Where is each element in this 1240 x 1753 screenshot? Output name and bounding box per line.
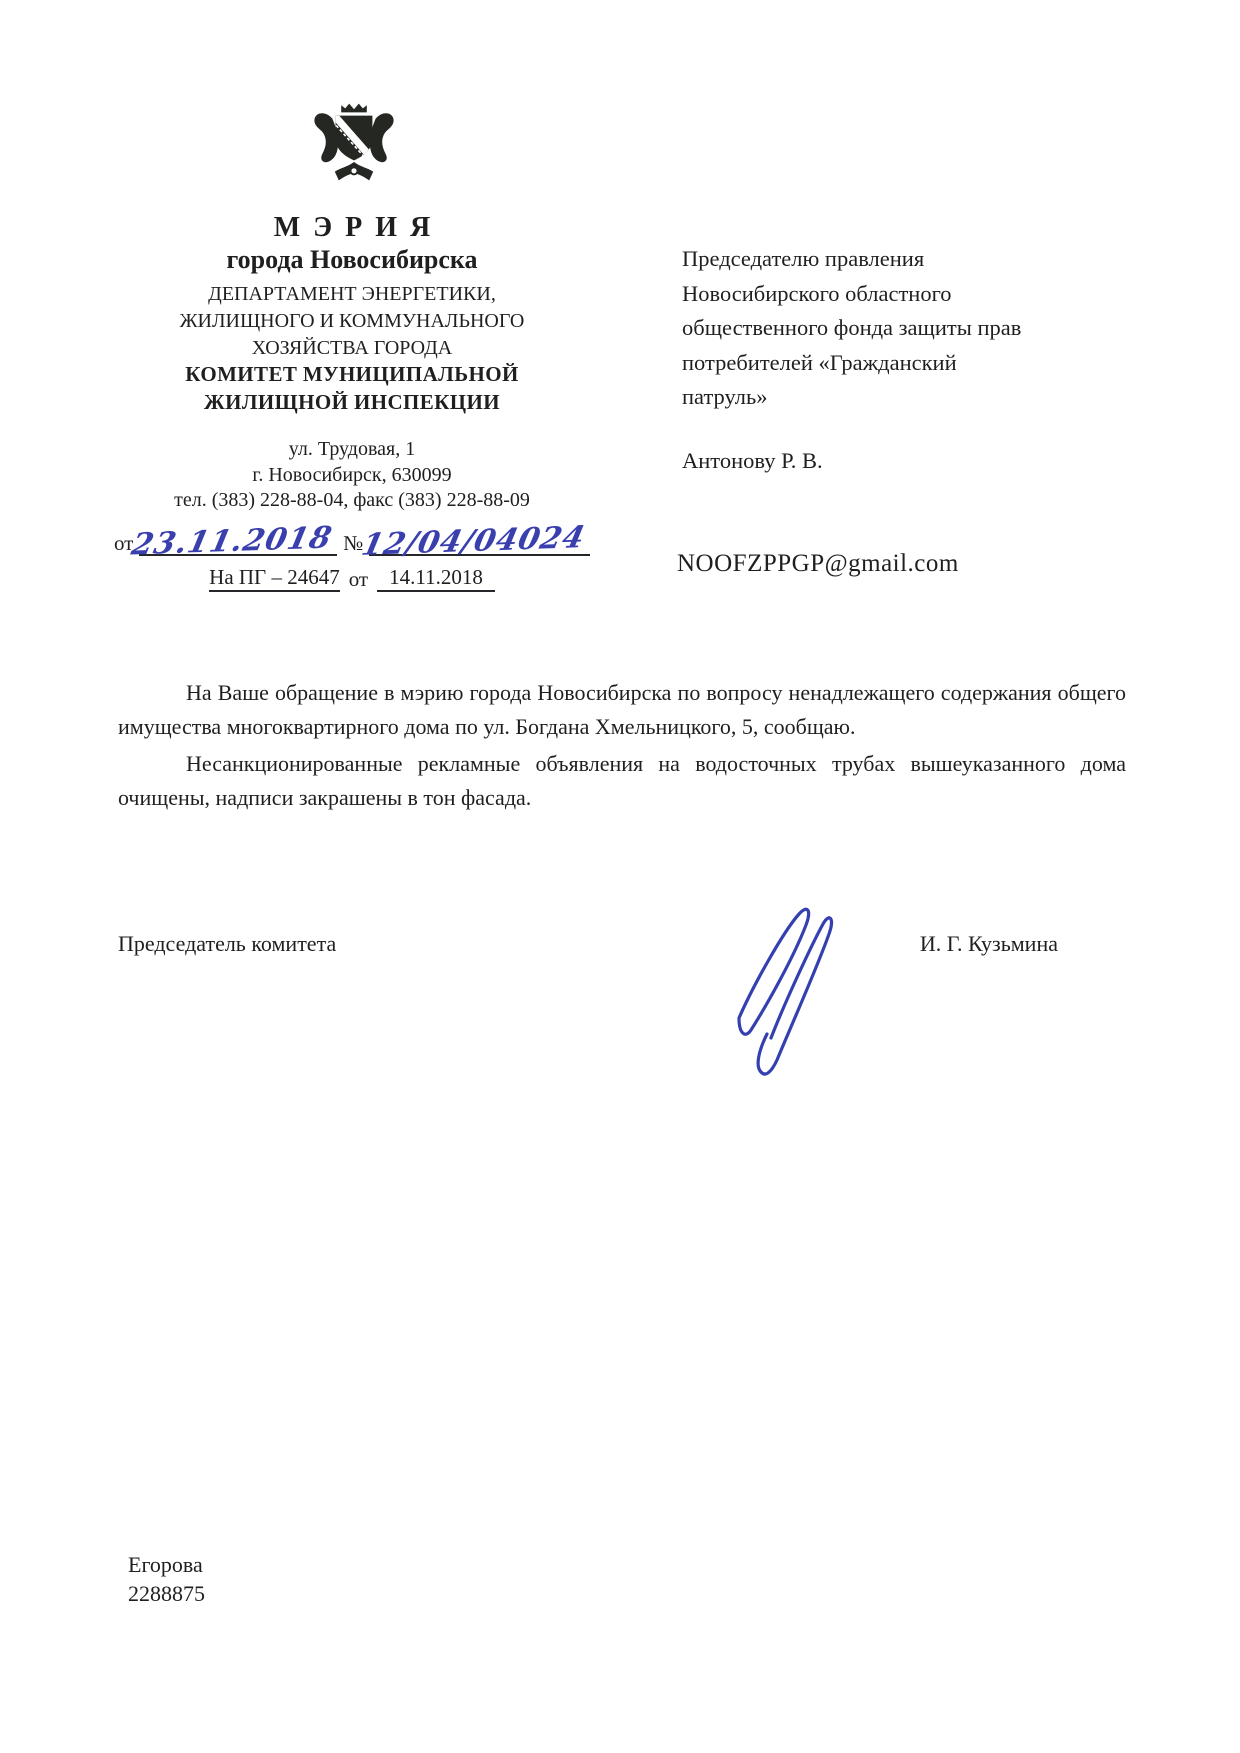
addressee-block [682, 242, 1052, 415]
department-line: ДЕПАРТАМЕНТ ЭНЕРГЕТИКИ, [208, 283, 496, 305]
org-subtitle: города Новосибирска [226, 245, 478, 274]
addressee-line: Председателю правления [682, 246, 925, 271]
number-label: № [343, 531, 364, 555]
committee-name-block [102, 360, 602, 416]
department-line: ХОЗЯЙСТВА ГОРОДА [251, 337, 453, 359]
handwritten-number: 12/04/04024 [358, 520, 589, 563]
committee-line: КОМИТЕТ МУНИЦИПАЛЬНОЙ [185, 362, 519, 386]
signer-name: И. Г. Кузьмина [919, 931, 1058, 956]
department-name-block [102, 281, 602, 362]
incoming-ref-number: На ПГ – 24647 [209, 565, 340, 592]
number-underline [358, 519, 590, 563]
addressee-email: NOOFZPPGP@gmail.com [677, 550, 959, 577]
committee-line: ЖИЛИЩНОЙ ИНСПЕКЦИИ [203, 390, 500, 414]
department-line: ЖИЛИЩНОГО И КОММУНАЛЬНОГО [179, 310, 525, 332]
from-label: от [113, 531, 134, 555]
contact-address-block [102, 437, 602, 514]
incoming-ref-from-label: от [348, 567, 369, 591]
novosibirsk-coat-of-arms-icon [306, 99, 402, 193]
body-paragraph: На Ваше обращение в мэрию города Новосибирска по вопросу ненадлежащего содержания общего имущества многоквартирного дома по ул. Богдана Хмельницкого, 5, сообщаю. [118, 680, 1126, 739]
incoming-reference-row [102, 565, 602, 592]
handwritten-signature-icon [725, 898, 845, 1080]
executor-phone: 2288875 [128, 1581, 205, 1606]
address-line: г. Новосибирск, 630099 [252, 463, 452, 486]
addressee-line: патруль» [682, 384, 768, 409]
signoff-position-title: Председатель комитета [118, 931, 337, 956]
outgoing-reference-row [102, 510, 602, 563]
handwritten-date: 23.11.2018 [128, 520, 336, 563]
addressee-line: потребителей «Гражданский [682, 349, 957, 375]
incoming-ref-date: 14.11.2018 [377, 565, 495, 592]
executor-block [128, 1550, 205, 1608]
letter-body [118, 676, 1126, 815]
address-line: ул. Трудовая, 1 [288, 438, 416, 460]
addressee-line: Новосибирского областного [682, 280, 952, 306]
org-title: МЭРИЯ [273, 212, 444, 243]
date-underline [128, 519, 337, 563]
address-line: тел. (383) 228-88-04, факс (383) 228-88-09 [174, 489, 530, 511]
addressee-name: Антонову Р. В. [682, 448, 823, 473]
addressee-line: общественного фонда защиты прав [682, 315, 1022, 340]
body-paragraph: Несанкционированные рекламные объявления на водосточных трубах вышеуказанного дома очищены, надписи закрашены в тон фасада. [118, 751, 1126, 810]
executor-name: Егорова [128, 1552, 203, 1577]
